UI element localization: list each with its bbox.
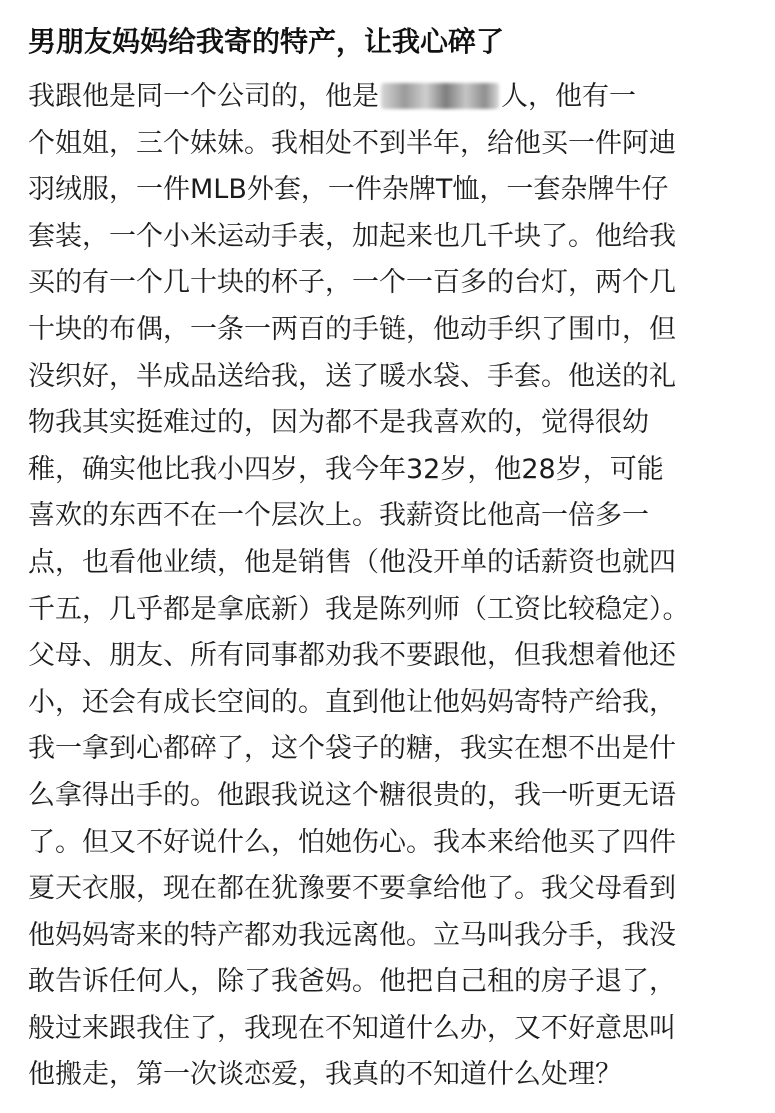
body-text: 我一拿到心都碎了，这个袋子的糖，我实在想不出是什 (28, 733, 676, 765)
body-text: 千五，几乎都是拿底新）我是陈列师（工资比较稳定）。 (28, 593, 690, 625)
body-text: 套装，一个小米运动手表，加起来也几千块了。他给我 (28, 220, 676, 252)
post-body (28, 74, 747, 1099)
body-text: 羽绒服，一件MLB外套，一件杂牌T恤，一套杂牌牛仔 (28, 174, 669, 206)
post-title: 男朋友妈妈给我寄的特产，让我心碎了 (28, 25, 505, 58)
body-line (28, 354, 747, 401)
body-line (28, 214, 747, 261)
body-text: 没织好，半成品送给我，送了暖水袋、手套。他送的礼 (28, 360, 676, 392)
body-line (28, 1052, 747, 1099)
body-line (28, 493, 747, 540)
body-line (28, 260, 747, 307)
body-line (28, 400, 747, 447)
body-line (28, 633, 747, 680)
body-text: 个姐姐，三个妹妹。我相处不到半年，给他买一件阿迪 (28, 127, 676, 159)
body-text: 小，还会有成长空间的。直到他让他妈妈寄特产给我， (28, 686, 676, 718)
body-text: 稚，确实他比我小四岁，我今年32岁，他28岁，可能 (28, 453, 664, 485)
body-line (28, 587, 747, 634)
body-line (28, 959, 747, 1006)
body-line (28, 167, 747, 214)
body-text: 他搬走，第一次谈恋爱，我真的不知道什么处理？ (28, 1059, 622, 1091)
body-line (28, 820, 747, 867)
body-line (28, 1006, 747, 1053)
body-text: 点，也看他业绩，他是销售（他没开单的话薪资也就四 (28, 546, 676, 578)
body-text: 我跟他是同一个公司的，他是 (28, 81, 379, 112)
body-line (28, 307, 747, 354)
body-text: 人，他有一 (501, 81, 636, 112)
body-line (28, 913, 747, 960)
body-line (28, 680, 747, 727)
body-line (28, 726, 747, 773)
body-text: 敢告诉任何人，除了我爸妈。他把自己租的房子退了， (28, 966, 676, 998)
body-line (28, 773, 747, 820)
body-text: 买的有一个几十块的杯子，一个一百多的台灯，两个几 (28, 267, 676, 299)
body-text: 物我其实挺难过的，因为都不是我喜欢的，觉得很幼 (28, 407, 649, 439)
body-text: 他妈妈寄来的特产都劝我远离他。立马叫我分手，我没 (28, 919, 676, 951)
body-line (28, 866, 747, 913)
body-text: 父母、朋友、所有同事都劝我不要跟他，但我想着他还 (28, 640, 676, 672)
body-line (28, 447, 747, 494)
body-line (28, 121, 747, 168)
body-text: 喜欢的东西不在一个层次上。我薪资比他高一倍多一 (28, 500, 649, 532)
body-line (28, 74, 747, 121)
redaction-blur (381, 83, 499, 109)
body-text: 么拿得出手的。他跟我说这个糖很贵的，我一听更无语 (28, 779, 676, 811)
body-text: 了。但又不好说什么，怕她伤心。我本来给他买了四件 (28, 826, 676, 858)
body-text: 般过来跟我住了，我现在不知道什么办，又不好意思叫 (28, 1012, 676, 1044)
body-text: 十块的布偶，一条一两百的手链，他动手织了围巾，但 (28, 313, 676, 345)
body-line (28, 540, 747, 587)
body-text: 夏天衣服，现在都在犹豫要不要拿给他了。我父母看到 (28, 873, 676, 905)
